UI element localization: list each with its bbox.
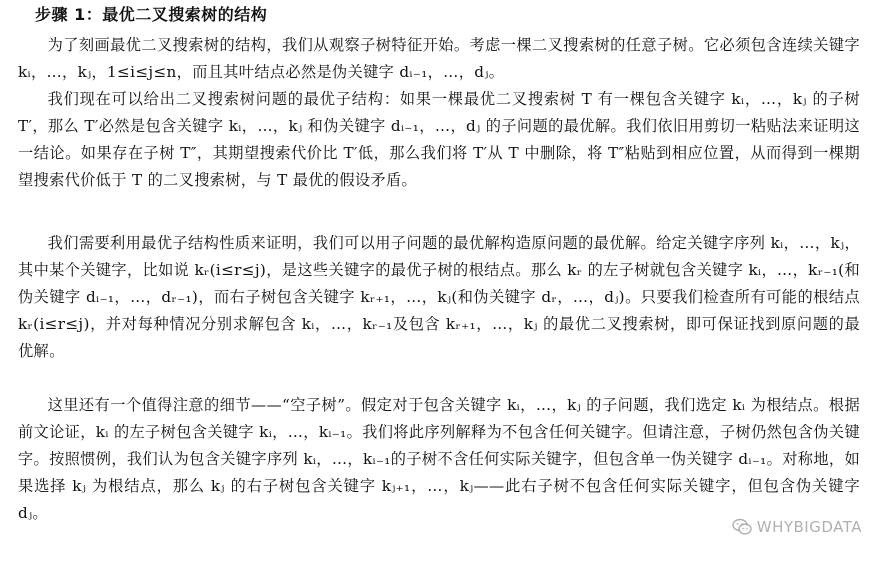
watermark-text: WHYBIGDATA	[756, 518, 862, 536]
paragraph-4: 这里还有一个值得注意的细节——“空子树”。假定对于包含关键字 kᵢ，…，kⱼ 的子问题，我们选定 kᵢ 为根结点。根据前文论证，kᵢ 的左子树包含关键字 kᵢ，…，kᵢ₋₁。我们将此序列解释为不包含任何关键字。但请注意，子树仍然包含伪关键字。按照惯例，我们认为包含关键字序列 kᵢ，…，kᵢ₋₁的子树不含任何实际关键字，但包含单一伪关键字 dᵢ₋₁。对称地，如果选择 kⱼ 为根结点，那么 kⱼ 的右子树包含关键字 kⱼ₊₁，…，kⱼ——此右子树不包含任何实际关键字，但包含伪关键字 dⱼ。	[18, 396, 860, 522]
paragraph-1: 为了刻画最优二叉搜索树的结构，我们从观察子树特征开始。考虑一棵二叉搜索树的任意子树。它必须包含连续关键字 kᵢ，…，kⱼ，1≤i≤j≤n，而且其叶结点必然是伪关键字 dᵢ₋₁，…，dⱼ。	[18, 36, 860, 81]
wechat-icon	[732, 518, 752, 536]
paragraph-2: 我们现在可以给出二叉搜索树问题的最优子结构：如果一棵最优二叉搜索树 T 有一棵包含关键字 kᵢ，…，kⱼ 的子树 T′，那么 T′必然是包含关键字 kᵢ，…，kⱼ 和伪关键字 dᵢ₋₁，…，dⱼ 的子问题的最优解。我们依旧用剪切一粘贴法来证明这一结论。如果存在子树 T″，其期望搜索代价比 T′低，那么我们将 T′从 T 中删除，将 T″粘贴到相应位置，从而得到一棵期望搜索代价低于 T 的二叉搜索树，与 T 最优的假设矛盾。	[18, 90, 860, 189]
watermark	[732, 518, 862, 536]
section-heading: 步骤 1：最优二叉搜索树的结构	[35, 5, 268, 24]
paragraph-3: 我们需要利用最优子结构性质来证明，我们可以用子问题的最优解构造原问题的最优解。给定关键字序列 kᵢ，…，kⱼ，其中某个关键字，比如说 kᵣ(i≤r≤j)，是这些关键字的最优子树的根结点。那么 kᵣ 的左子树就包含关键字 kᵢ，…，kᵣ₋₁(和伪关键字 dᵢ₋₁，…，dᵣ₋₁)，而右子树包含关键字 kᵣ₊₁，…，kⱼ(和伪关键字 dᵣ，…，dⱼ)。只要我们检查所有可能的根结点 kᵣ(i≤r≤j)，并对每种情况分别求解包含 kᵢ，…，kᵣ₋₁及包含 kᵣ₊₁，…，kⱼ 的最优二叉搜索树，即可保证找到原问题的最优解。	[18, 234, 860, 360]
